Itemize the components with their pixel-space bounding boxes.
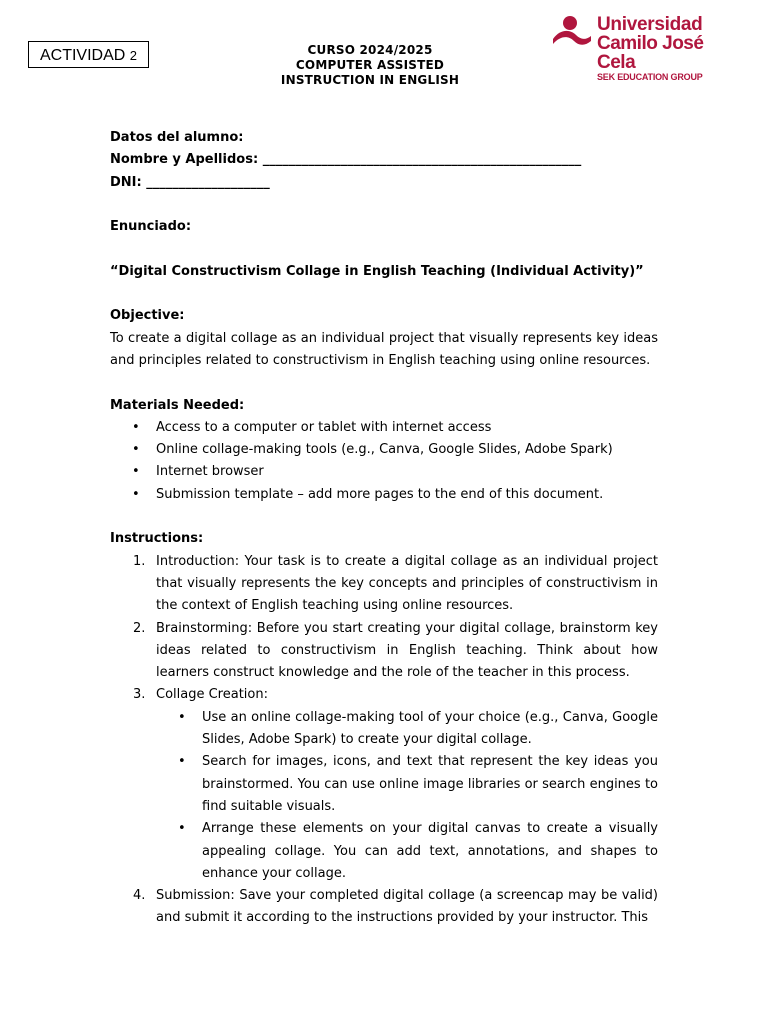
list-item: • Internet browser [110, 461, 658, 483]
instructions-list [110, 551, 658, 930]
materials-list [110, 417, 658, 506]
logo-group: SEK EDUCATION GROUP [597, 72, 703, 82]
activity-label: ACTIVIDAD [39, 47, 126, 64]
collage-creation-sublist [156, 707, 658, 885]
statement-heading: Enunciado: [110, 219, 192, 235]
instruction-step [110, 618, 658, 685]
list-item: • Search for images, icons, and text that represent the key ideas you brainstormed. You can use online image libraries or search engines to find suitable visuals. [156, 751, 658, 818]
activity-label-box [28, 41, 149, 68]
materials-heading: Materials Needed: [110, 397, 245, 413]
student-name-field[interactable]: _________________________________________________ [262, 152, 582, 168]
step-number: 1. [133, 553, 146, 569]
university-logo-icon [552, 15, 592, 49]
list-item: • Online collage-making tools (e.g., Canva, Google Slides, Adobe Spark) [110, 439, 658, 461]
step-text: Collage Creation: [156, 687, 268, 703]
step-text: Brainstorming: Before you start creating your digital collage, brainstorm key ideas related to constructivism in English teaching. Think about how learners construct knowledge and the role of the teacher in this process. [156, 620, 658, 681]
step-number: 4. [133, 888, 146, 904]
course-header [250, 43, 490, 88]
list-item: • Arrange these elements on your digital canvas to create a visually appealing collage. You can add text, annotations, and shapes to enhance your collage. [156, 818, 658, 885]
instruction-step [110, 885, 658, 930]
student-data-heading: Datos del alumno: [110, 130, 244, 145]
list-item: • Submission template – add more pages to the end of this document. [110, 484, 658, 506]
list-item: • Access to a computer or tablet with internet access [110, 417, 658, 439]
objective-heading: Objective: [110, 308, 185, 324]
university-logo-text [597, 15, 742, 83]
student-name-line [110, 149, 658, 171]
logo-name: Camilo José Cela [597, 33, 704, 73]
objective-text: To create a digital collage as an individual project that visually represents key ideas and principles related to constructivism in English teaching using online resources. [110, 330, 658, 368]
document-body [110, 127, 658, 930]
activity-number: 2 [129, 48, 138, 63]
course-year: CURSO 2024/2025 [307, 43, 433, 57]
logo-university: Universidad [597, 14, 703, 35]
list-item: • Use an online collage-making tool of your choice (e.g., Canva, Google Slides, Adobe Spark) to create your digital collage. [156, 707, 658, 752]
activity-title: “Digital Constructivism Collage in English Teaching (Individual Activity)” [110, 263, 644, 279]
student-dni-label: DNI: [110, 174, 142, 190]
course-title-line1: COMPUTER ASSISTED [295, 58, 445, 72]
instruction-step [110, 551, 658, 618]
student-dni-line [110, 172, 658, 194]
instruction-step [110, 684, 658, 885]
step-text: Submission: Save your completed digital collage (a screencap may be valid) and submit it according to the instructions provided by your instructor. This [156, 888, 658, 926]
step-number: 2. [133, 620, 146, 636]
university-logo [552, 14, 742, 82]
step-text: Introduction: Your task is to create a digital collage as an individual project that visually represents the key concepts and principles of constructivism in the context of English teaching using online resources. [156, 553, 658, 614]
student-name-label: Nombre y Apellidos: [110, 152, 259, 168]
step-number: 3. [133, 687, 146, 703]
course-title-line2: INSTRUCTION IN ENGLISH [280, 73, 460, 87]
student-dni-field[interactable]: ___________________ [146, 174, 270, 190]
instructions-heading: Instructions: [110, 531, 204, 547]
